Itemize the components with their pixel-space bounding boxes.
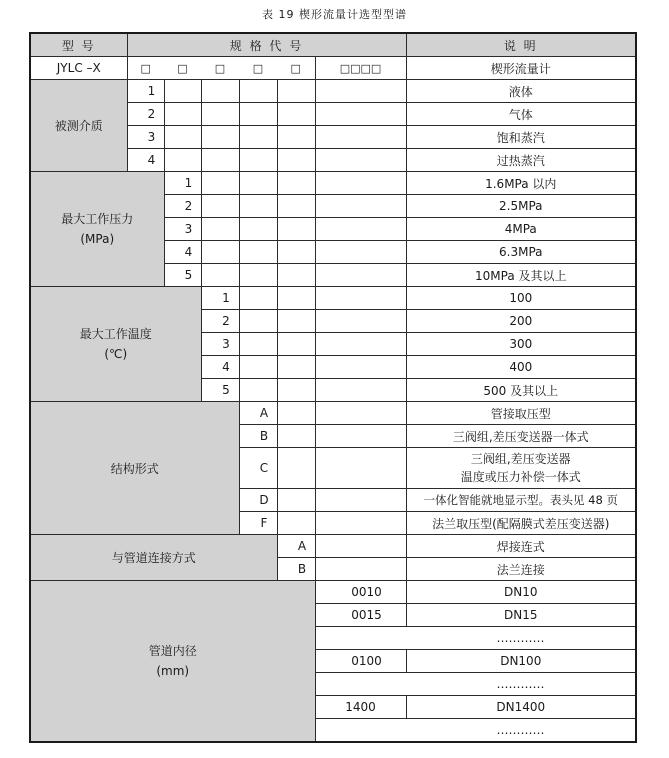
code-cell: 0010: [315, 581, 406, 604]
desc-cell: 法兰取压型(配隔膜式差压变送器): [406, 512, 636, 535]
selection-table: [29, 32, 637, 743]
structure-label: 结构形式: [30, 402, 239, 535]
header-model: 型 号: [30, 33, 127, 57]
model-desc: 楔形流量计: [406, 57, 636, 80]
temperature-label-line1: 最大工作温度: [79, 327, 152, 341]
code-cell: 1: [127, 80, 164, 103]
code-box: □: [277, 57, 315, 80]
table-row: [30, 581, 636, 604]
code-cell: 1: [201, 287, 239, 310]
code-cell: D: [239, 489, 277, 512]
desc-cell: DN100: [406, 650, 636, 673]
code-box: □□□□: [315, 57, 406, 80]
code-cell: F: [239, 512, 277, 535]
code-cell: A: [277, 535, 315, 558]
code-cell: 5: [201, 379, 239, 402]
desc-cell: 法兰连接: [406, 558, 636, 581]
code-cell: B: [277, 558, 315, 581]
code-cell: [315, 719, 406, 743]
pressure-label-line1: 最大工作压力: [61, 212, 134, 226]
medium-label: 被测介质: [30, 80, 127, 172]
desc-cell: 4MPa: [406, 218, 636, 241]
desc-cell: 200: [406, 310, 636, 333]
desc-line1: 三阀组,差压变送器: [470, 452, 571, 466]
table-row: [30, 402, 636, 425]
desc-cell: 管接取压型: [406, 402, 636, 425]
code-cell: 0015: [315, 604, 406, 627]
desc-cell: 300: [406, 333, 636, 356]
desc-cell: 液体: [406, 80, 636, 103]
desc-cell: 10MPa 及其以上: [406, 264, 636, 287]
desc-cell: DN15: [406, 604, 636, 627]
header-code: 规 格 代 号: [127, 33, 406, 57]
code-cell: 2: [127, 103, 164, 126]
header-desc: 说 明: [406, 33, 636, 57]
header-row: [30, 33, 636, 57]
desc-cell: …………: [406, 673, 636, 696]
code-cell: 3: [127, 126, 164, 149]
desc-cell: …………: [406, 627, 636, 650]
desc-cell: 气体: [406, 103, 636, 126]
table-title: 表 19 楔形流量计选型型谱: [262, 8, 407, 21]
code-cell: B: [239, 425, 277, 448]
code-cell: 4: [127, 149, 164, 172]
code-cell: 1: [164, 172, 201, 195]
code-cell: 1400: [315, 696, 406, 719]
code-cell: 0100: [315, 650, 406, 673]
desc-cell: 400: [406, 356, 636, 379]
desc-cell: 焊接连式: [406, 535, 636, 558]
table-row: [30, 535, 636, 558]
temperature-label: [30, 287, 201, 402]
pressure-label-line2: (MPa): [80, 232, 115, 246]
desc-cell: 1.6MPa 以内: [406, 172, 636, 195]
code-box: □: [127, 57, 164, 80]
code-box: □: [239, 57, 277, 80]
code-cell: A: [239, 402, 277, 425]
code-cell: [315, 627, 406, 650]
desc-cell: 饱和蒸汽: [406, 126, 636, 149]
desc-cell: 三阀组,差压变送器一体式: [406, 425, 636, 448]
table-row: [30, 80, 636, 103]
table-row: [30, 287, 636, 310]
desc-cell: 6.3MPa: [406, 241, 636, 264]
desc-cell: 2.5MPa: [406, 195, 636, 218]
code-cell: 5: [164, 264, 201, 287]
diameter-label: [30, 581, 315, 743]
desc-cell: DN10: [406, 581, 636, 604]
connection-label: 与管道连接方式: [30, 535, 277, 581]
temperature-label-line2: (℃): [104, 347, 128, 361]
desc-cell: …………: [406, 719, 636, 743]
diameter-label-line2: (mm): [156, 664, 190, 678]
code-box: □: [164, 57, 201, 80]
code-box: □: [201, 57, 239, 80]
code-cell: 4: [164, 241, 201, 264]
desc-line2: 温度或压力补偿一体式: [460, 470, 581, 484]
desc-cell: DN1400: [406, 696, 636, 719]
code-cell: [315, 673, 406, 696]
code-cell: 2: [201, 310, 239, 333]
desc-cell: 一体化智能就地显示型。表头见 48 页: [406, 489, 636, 512]
desc-cell: 500 及其以上: [406, 379, 636, 402]
code-cell: 3: [201, 333, 239, 356]
code-cell: C: [239, 448, 277, 489]
model-name: JYLC –X: [30, 57, 127, 80]
code-cell: 3: [164, 218, 201, 241]
model-row: [30, 57, 636, 80]
table-row: [30, 172, 636, 195]
code-cell: 2: [164, 195, 201, 218]
desc-cell: 100: [406, 287, 636, 310]
diameter-label-line1: 管道内径: [148, 644, 197, 658]
desc-cell: [406, 448, 636, 489]
desc-cell: 过热蒸汽: [406, 149, 636, 172]
pressure-label: [30, 172, 164, 287]
code-cell: 4: [201, 356, 239, 379]
